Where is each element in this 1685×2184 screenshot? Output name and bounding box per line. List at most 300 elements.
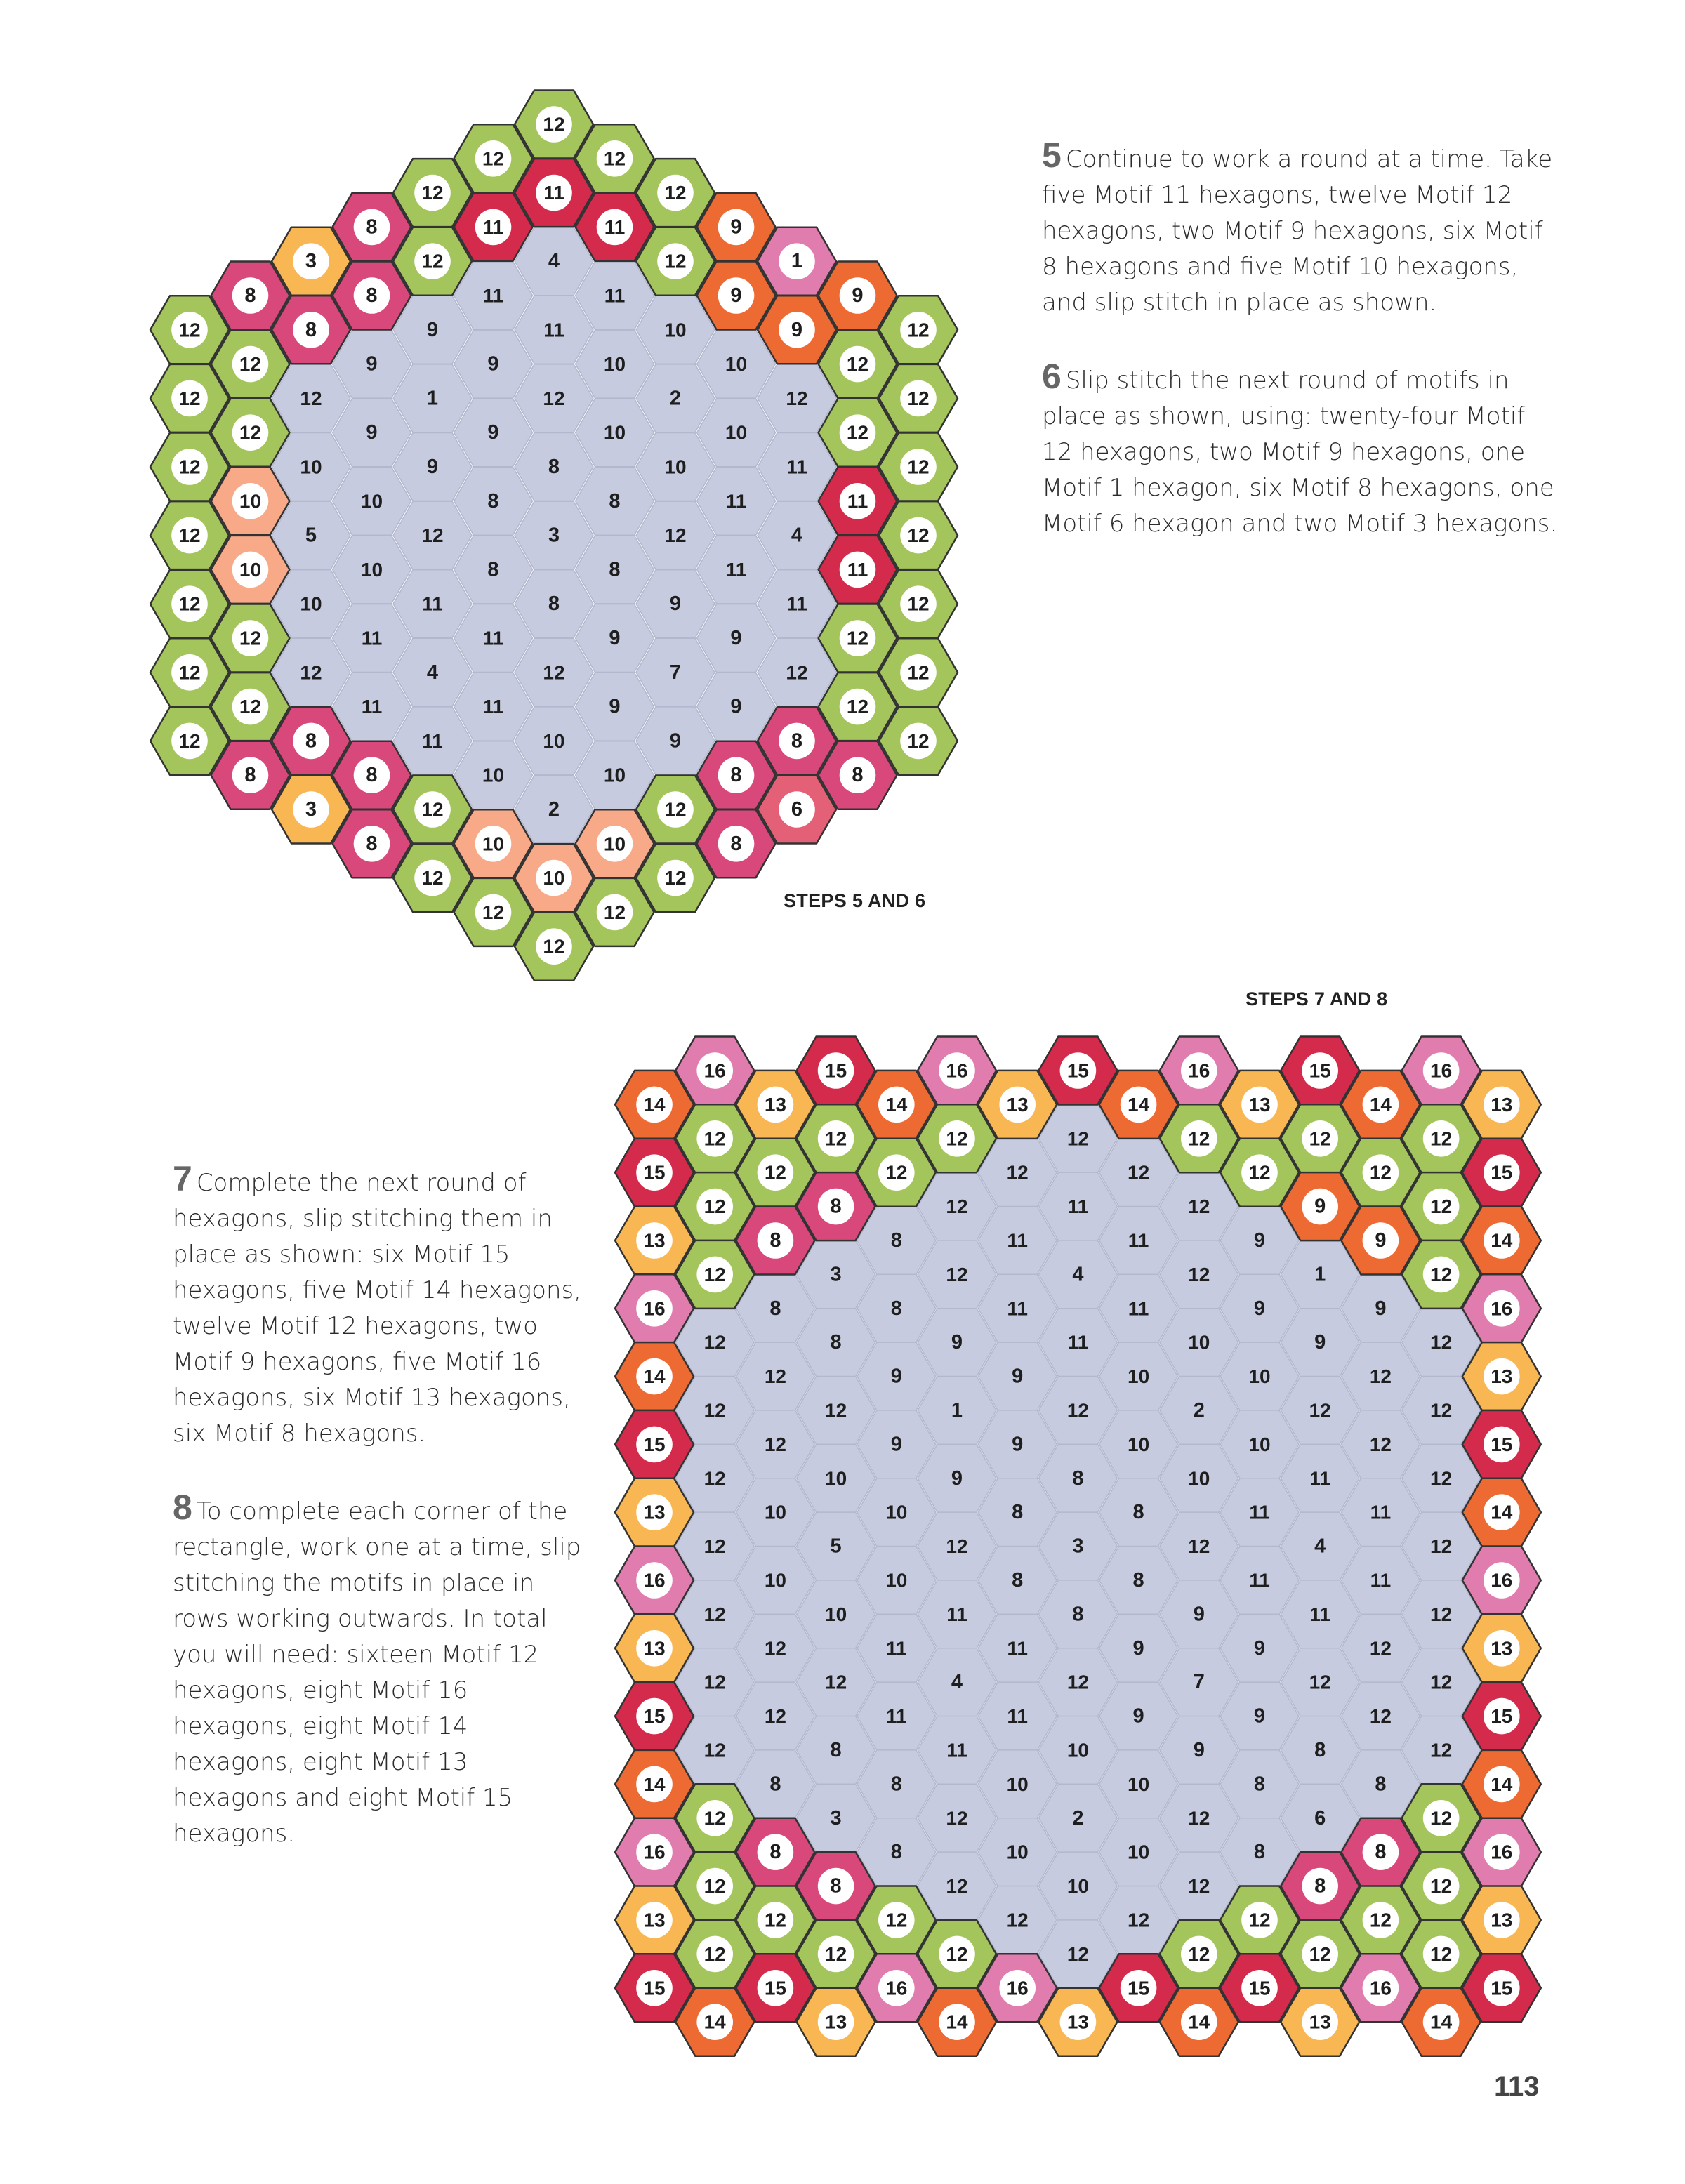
motif-number: 8 <box>890 1297 902 1320</box>
motif-number: 16 <box>643 1297 666 1320</box>
motif-number: 12 <box>786 387 808 409</box>
motif-number: 11 <box>885 1705 907 1728</box>
motif-number: 12 <box>1369 1637 1392 1660</box>
motif-number: 8 <box>305 729 317 753</box>
motif-number: 10 <box>885 1501 908 1523</box>
motif-number: 12 <box>1188 1263 1210 1285</box>
motif-number: 10 <box>1066 1875 1089 1898</box>
motif-number: 10 <box>664 456 687 478</box>
motif-number: 12 <box>703 1331 726 1354</box>
instructions-steps-7-8 <box>173 1161 587 1890</box>
motif-number: 12 <box>1128 1161 1150 1184</box>
motif-number: 11 <box>1249 1501 1270 1523</box>
motif-number: 9 <box>890 1365 902 1388</box>
motif-number: 15 <box>643 1161 666 1184</box>
motif-number: 11 <box>1128 1229 1149 1252</box>
motif-number: 15 <box>643 1705 666 1728</box>
motif-number: 6 <box>791 798 803 821</box>
motif-number: 9 <box>951 1331 963 1354</box>
motif-number: 8 <box>730 832 742 855</box>
motif-number: 2 <box>1072 1806 1084 1829</box>
motif-number: 12 <box>178 524 201 547</box>
motif-number: 12 <box>907 729 930 752</box>
motif-number: 11 <box>1370 1501 1392 1523</box>
motif-number: 12 <box>1369 1433 1392 1455</box>
motif-number: 12 <box>482 147 505 170</box>
motif-number: 8 <box>830 1195 842 1218</box>
motif-number: 7 <box>669 661 682 684</box>
motif-number: 9 <box>1193 1739 1205 1761</box>
motif-number: 3 <box>830 1263 842 1286</box>
motif-number: 12 <box>907 456 930 478</box>
motif-number: 9 <box>487 421 499 444</box>
motif-number: 11 <box>1007 1229 1029 1252</box>
motif-number: 12 <box>1430 1127 1453 1150</box>
motif-number: 11 <box>946 1739 967 1761</box>
motif-number: 11 <box>422 729 443 752</box>
motif-number: 16 <box>703 1059 726 1082</box>
motif-number: 12 <box>603 147 626 170</box>
motif-number: 14 <box>1491 1501 1513 1523</box>
motif-number: 12 <box>1066 1399 1089 1422</box>
motif-number: 13 <box>1248 1093 1271 1116</box>
motif-number: 9 <box>730 216 742 239</box>
motif-number: 12 <box>825 1399 847 1422</box>
motif-number: 15 <box>764 1977 786 1999</box>
motif-number: 12 <box>178 456 201 478</box>
motif-number: 11 <box>885 1637 907 1660</box>
motif-number: 9 <box>487 352 499 376</box>
steps-5-and-6-diagram <box>150 91 958 981</box>
motif-number: 11 <box>604 284 626 307</box>
motif-number: 10 <box>603 764 626 786</box>
motif-number: 14 <box>643 1773 666 1795</box>
motif-number: 12 <box>764 1433 786 1455</box>
motif-number: 12 <box>946 1875 968 1898</box>
motif-number: 8 <box>609 489 621 512</box>
motif-number: 12 <box>664 250 687 272</box>
step-text: Slip stitch the next round of motifs in place as shown, using: twenty-four Motif 12 hexagons, two Motif 9 hexagons, one Motif 1 hexagon, six Motif 8 hexagons, one Motif 6 hexagon and two Motif 3 hexagons. <box>1042 366 1558 538</box>
motif-number: 12 <box>764 1161 786 1184</box>
motif-number: 11 <box>1370 1569 1392 1591</box>
motif-number: 11 <box>1067 1196 1089 1218</box>
motif-number: 11 <box>786 456 807 478</box>
motif-number: 10 <box>1188 1467 1210 1490</box>
motif-number: 16 <box>1491 1569 1513 1591</box>
motif-number: 8 <box>244 764 256 787</box>
motif-number: 12 <box>1309 1943 1331 1965</box>
motif-number: 10 <box>482 764 505 786</box>
motif-number: 1 <box>426 387 439 410</box>
motif-number: 12 <box>239 421 262 444</box>
motif-number: 9 <box>1012 1433 1024 1456</box>
motif-number: 12 <box>1006 1161 1029 1184</box>
motif-number: 14 <box>885 1093 908 1116</box>
motif-number: 8 <box>487 558 499 581</box>
motif-number: 9 <box>426 318 439 341</box>
motif-number: 11 <box>543 182 564 204</box>
motif-number: 1 <box>951 1399 963 1422</box>
motif-number: 16 <box>1006 1977 1029 1999</box>
motif-number: 12 <box>703 1671 726 1693</box>
motif-number: 12 <box>421 182 444 204</box>
motif-number: 12 <box>1309 1399 1331 1422</box>
motif-number: 12 <box>1369 1161 1392 1184</box>
motif-number: 12 <box>1188 1943 1210 1965</box>
motif-number: 12 <box>1430 1399 1453 1422</box>
motif-number: 12 <box>1188 1535 1210 1558</box>
motif-number: 12 <box>907 387 930 409</box>
motif-number: 12 <box>703 1603 726 1625</box>
diagram-label-steps-7-8: STEPS 7 AND 8 <box>1245 988 1388 1010</box>
motif-number: 15 <box>1128 1977 1150 1999</box>
motif-number: 12 <box>946 1263 968 1285</box>
motif-number: 12 <box>1430 1535 1453 1558</box>
motif-number: 12 <box>421 250 444 272</box>
page-number: 113 <box>1494 2071 1540 2102</box>
motif-number: 4 <box>426 661 439 684</box>
motif-number: 12 <box>421 798 444 821</box>
motif-number: 8 <box>890 1773 902 1796</box>
motif-number: 12 <box>1369 1909 1392 1931</box>
motif-number: 8 <box>366 832 378 855</box>
motif-number: 11 <box>482 216 504 238</box>
motif-number: 8 <box>305 318 317 341</box>
motif-number: 12 <box>1006 1909 1029 1931</box>
motif-number: 12 <box>946 1807 968 1829</box>
step-number: 7 <box>173 1159 192 1198</box>
motif-number: 11 <box>1007 1297 1029 1320</box>
motif-number: 12 <box>703 1875 726 1898</box>
motif-number: 9 <box>951 1467 963 1490</box>
motif-number: 12 <box>703 1807 726 1829</box>
motif-number: 11 <box>361 696 383 718</box>
diagram-label-steps-5-6: STEPS 5 AND 6 <box>784 890 926 911</box>
motif-number: 9 <box>609 695 621 718</box>
motif-number: 8 <box>890 1841 902 1864</box>
motif-number: 12 <box>1066 1127 1089 1150</box>
motif-number: 12 <box>1430 1603 1453 1625</box>
motif-number: 10 <box>543 867 565 889</box>
motif-number: 2 <box>548 798 560 821</box>
motif-number: 9 <box>1375 1297 1387 1320</box>
motif-number: 8 <box>1072 1603 1084 1626</box>
motif-number: 15 <box>825 1059 847 1082</box>
step-number: 5 <box>1042 135 1062 175</box>
motif-number: 1 <box>1314 1263 1326 1286</box>
motif-number: 12 <box>1066 1943 1089 1965</box>
motif-number: 14 <box>643 1365 666 1388</box>
motif-number: 12 <box>907 661 930 684</box>
motif-number: 9 <box>1193 1603 1205 1626</box>
motif-number: 12 <box>178 593 201 615</box>
motif-number: 12 <box>846 696 869 718</box>
motif-number: 10 <box>1128 1773 1150 1795</box>
motif-number: 12 <box>1309 1671 1331 1693</box>
motif-number: 9 <box>426 456 439 478</box>
motif-number: 11 <box>482 627 504 649</box>
motif-number: 16 <box>946 1059 968 1082</box>
step-6 <box>1042 359 1561 542</box>
motif-number: 12 <box>1430 1807 1453 1829</box>
motif-number: 11 <box>422 593 443 615</box>
motif-number: 10 <box>1006 1773 1029 1795</box>
motif-number: 11 <box>786 593 807 615</box>
motif-number: 10 <box>603 353 626 376</box>
motif-number: 12 <box>664 524 687 547</box>
motif-number: 11 <box>543 319 564 341</box>
motif-number: 15 <box>1491 1433 1513 1455</box>
motif-number: 12 <box>543 661 565 684</box>
motif-number: 12 <box>239 353 262 376</box>
motif-number: 12 <box>300 661 322 684</box>
motif-number: 13 <box>825 2011 847 2033</box>
motif-number: 12 <box>1430 1943 1453 1965</box>
motif-number: 9 <box>1314 1195 1326 1218</box>
step-number: 6 <box>1042 357 1062 396</box>
motif-number: 12 <box>1430 1739 1453 1761</box>
motif-number: 8 <box>769 1841 781 1864</box>
motif-number: 8 <box>769 1229 781 1252</box>
motif-number: 9 <box>1253 1705 1266 1728</box>
motif-number: 9 <box>1375 1229 1387 1252</box>
motif-number: 13 <box>1006 1093 1029 1116</box>
motif-number: 12 <box>178 729 201 752</box>
motif-number: 11 <box>725 490 747 512</box>
motif-number: 8 <box>890 1229 902 1252</box>
motif-number: 11 <box>946 1603 967 1625</box>
motif-number: 12 <box>1188 1127 1210 1150</box>
motif-number: 8 <box>366 216 378 239</box>
motif-number: 12 <box>907 319 930 341</box>
motif-number: 11 <box>361 627 383 649</box>
motif-number: 8 <box>769 1297 781 1320</box>
motif-number: 3 <box>305 798 317 821</box>
motif-number: 11 <box>482 284 504 307</box>
motif-number: 12 <box>300 387 322 409</box>
motif-number: 12 <box>764 1365 786 1388</box>
motif-number: 12 <box>1248 1909 1271 1931</box>
motif-number: 4 <box>951 1671 963 1694</box>
motif-number: 12 <box>846 353 869 376</box>
motif-number: 12 <box>543 113 565 135</box>
motif-number: 8 <box>1072 1467 1084 1490</box>
motif-number: 14 <box>1491 1229 1513 1252</box>
motif-number: 16 <box>1430 1059 1453 1082</box>
motif-number: 12 <box>703 1263 726 1285</box>
motif-number: 12 <box>482 901 505 923</box>
motif-number: 9 <box>669 593 682 616</box>
step-8 <box>173 1490 587 1852</box>
motif-number: 12 <box>543 935 565 958</box>
motif-number: 12 <box>1188 1875 1210 1898</box>
motif-number: 13 <box>1491 1637 1513 1660</box>
motif-number: 10 <box>603 833 626 855</box>
motif-number: 12 <box>703 1467 726 1490</box>
motif-number: 12 <box>825 1943 847 1965</box>
motif-number: 10 <box>1006 1841 1029 1863</box>
motif-number: 15 <box>1491 1705 1513 1728</box>
motif-number: 3 <box>1072 1535 1084 1558</box>
motif-number: 10 <box>239 490 262 512</box>
motif-number: 8 <box>487 489 499 512</box>
motif-number: 14 <box>1188 2011 1210 2033</box>
step-5 <box>1042 135 1561 321</box>
motif-number: 12 <box>1369 1705 1392 1728</box>
motif-number: 12 <box>1309 1127 1331 1150</box>
motif-number: 12 <box>703 1399 726 1422</box>
motif-number: 8 <box>1253 1773 1266 1796</box>
motif-number: 16 <box>1188 1059 1210 1082</box>
motif-number: 12 <box>946 1196 968 1218</box>
motif-number: 12 <box>1369 1365 1392 1388</box>
motif-number: 11 <box>725 558 747 581</box>
motif-number: 11 <box>1309 1467 1331 1490</box>
motif-number: 10 <box>1128 1841 1150 1863</box>
motif-number: 11 <box>1249 1569 1270 1591</box>
motif-number: 9 <box>1314 1331 1326 1354</box>
motif-number: 10 <box>543 729 565 752</box>
motif-number: 12 <box>885 1909 908 1931</box>
motif-number: 9 <box>890 1433 902 1456</box>
motif-number: 9 <box>730 284 742 307</box>
motif-number: 12 <box>825 1127 847 1150</box>
motif-number: 10 <box>360 558 383 581</box>
motif-number: 16 <box>643 1841 666 1863</box>
step-text: To complete each corner of the rectangle, work one at a time, slip stitching the motifs in place in rows working outwards. In total you will need: sixteen Motif 12 hexagons, eight Motif 16 hexagons, eight Motif 14 hexagons, eight Motif 13 hexagons and eight Motif 15 hexagons. <box>173 1497 581 1848</box>
motif-number: 10 <box>1248 1365 1271 1388</box>
motif-number: 13 <box>764 1093 786 1116</box>
motif-number: 6 <box>1314 1806 1326 1829</box>
motif-number: 11 <box>1309 1603 1331 1625</box>
motif-number: 12 <box>703 1127 726 1150</box>
motif-number: 8 <box>609 558 621 581</box>
motif-number: 8 <box>366 284 378 307</box>
motif-number: 12 <box>1430 1467 1453 1490</box>
motif-number: 10 <box>825 1467 847 1490</box>
motif-number: 10 <box>1248 1433 1271 1455</box>
motif-number: 16 <box>1491 1841 1513 1863</box>
motif-number: 10 <box>300 456 322 478</box>
motif-number: 2 <box>1193 1399 1205 1422</box>
motif-number: 12 <box>178 661 201 684</box>
motif-number: 11 <box>1007 1637 1029 1660</box>
motif-number: 8 <box>730 764 742 787</box>
motif-number: 16 <box>1369 1977 1392 1999</box>
motif-number: 12 <box>664 867 687 889</box>
motif-number: 14 <box>1369 1093 1392 1116</box>
motif-number: 2 <box>669 387 682 410</box>
motif-number: 12 <box>846 627 869 649</box>
motif-number: 12 <box>1188 1196 1210 1218</box>
motif-number: 9 <box>1253 1229 1266 1252</box>
motif-number: 8 <box>1012 1569 1024 1591</box>
motif-number: 13 <box>643 1501 666 1523</box>
motif-number: 11 <box>604 216 626 238</box>
step-text: Complete the next round of hexagons, slip stitching them in place as shown: six Motif 15 hexagons, five Motif 14 hexagons, twelve Motif 12 hexagons, two Motif 9 hexagons, five Motif 16 hexagons, six Motif 13 hexagons, six Motif 8 hexagons. <box>173 1169 582 1448</box>
motif-number: 15 <box>643 1433 666 1455</box>
motif-number: 11 <box>482 696 504 718</box>
motif-number: 10 <box>482 833 505 855</box>
motif-number: 10 <box>825 1603 847 1625</box>
motif-number: 11 <box>1067 1331 1089 1354</box>
motif-number: 13 <box>1491 1093 1513 1116</box>
motif-number: 15 <box>1248 1977 1271 1999</box>
motif-number: 12 <box>178 387 201 409</box>
motif-number: 8 <box>1253 1841 1266 1864</box>
steps-7-and-8-diagram <box>615 1037 1541 2056</box>
motif-number: 14 <box>1491 1773 1513 1795</box>
motif-number: 3 <box>305 250 317 273</box>
motif-number: 8 <box>852 764 864 787</box>
motif-number: 10 <box>764 1501 786 1523</box>
motif-number: 11 <box>1007 1705 1029 1728</box>
motif-number: 8 <box>1375 1841 1387 1864</box>
motif-number: 14 <box>946 2011 968 2033</box>
motif-number: 11 <box>847 490 868 512</box>
motif-number: 12 <box>543 387 565 409</box>
step-7 <box>173 1161 587 1452</box>
step-number: 8 <box>173 1488 192 1527</box>
motif-number: 12 <box>1248 1161 1271 1184</box>
motif-number: 7 <box>1193 1671 1205 1694</box>
motif-number: 12 <box>1430 1263 1453 1285</box>
motif-number: 12 <box>1188 1807 1210 1829</box>
motif-number: 11 <box>1128 1297 1149 1320</box>
motif-number: 8 <box>791 729 803 753</box>
motif-number: 12 <box>239 696 262 718</box>
motif-number: 14 <box>1430 2011 1453 2033</box>
motif-number: 12 <box>664 798 687 821</box>
motif-number: 15 <box>1491 1161 1513 1184</box>
motif-number: 12 <box>907 593 930 615</box>
motif-number: 12 <box>1066 1671 1089 1693</box>
motif-number: 9 <box>730 627 742 649</box>
motif-number: 8 <box>548 456 560 478</box>
motif-number: 14 <box>643 1093 666 1116</box>
motif-number: 8 <box>1132 1501 1144 1524</box>
motif-number: 8 <box>1132 1569 1144 1591</box>
motif-number: 12 <box>239 627 262 649</box>
motif-number: 10 <box>664 319 687 341</box>
motif-number: 9 <box>1132 1705 1144 1728</box>
motif-number: 4 <box>1314 1535 1326 1558</box>
motif-number: 12 <box>946 1535 968 1558</box>
motif-number: 12 <box>764 1705 786 1728</box>
motif-number: 9 <box>1253 1636 1266 1660</box>
motif-number: 10 <box>725 421 748 444</box>
motif-number: 15 <box>643 1977 666 1999</box>
motif-number: 13 <box>643 1229 666 1252</box>
motif-number: 12 <box>703 1943 726 1965</box>
motif-number: 10 <box>725 353 748 376</box>
motif-number: 13 <box>1066 2011 1089 2033</box>
motif-number: 9 <box>1253 1297 1266 1320</box>
motif-number: 10 <box>603 421 626 444</box>
motif-number: 9 <box>366 352 378 376</box>
motif-number: 12 <box>1430 1331 1453 1354</box>
motif-number: 1 <box>791 250 803 273</box>
motif-number: 3 <box>548 524 560 547</box>
motif-number: 10 <box>764 1569 786 1591</box>
motif-number: 5 <box>305 524 317 547</box>
motif-number: 8 <box>830 1739 842 1761</box>
motif-number: 13 <box>643 1637 666 1660</box>
motif-number: 13 <box>1491 1909 1513 1931</box>
motif-number: 12 <box>1430 1196 1453 1218</box>
motif-number: 12 <box>825 1671 847 1693</box>
motif-number: 3 <box>830 1806 842 1829</box>
